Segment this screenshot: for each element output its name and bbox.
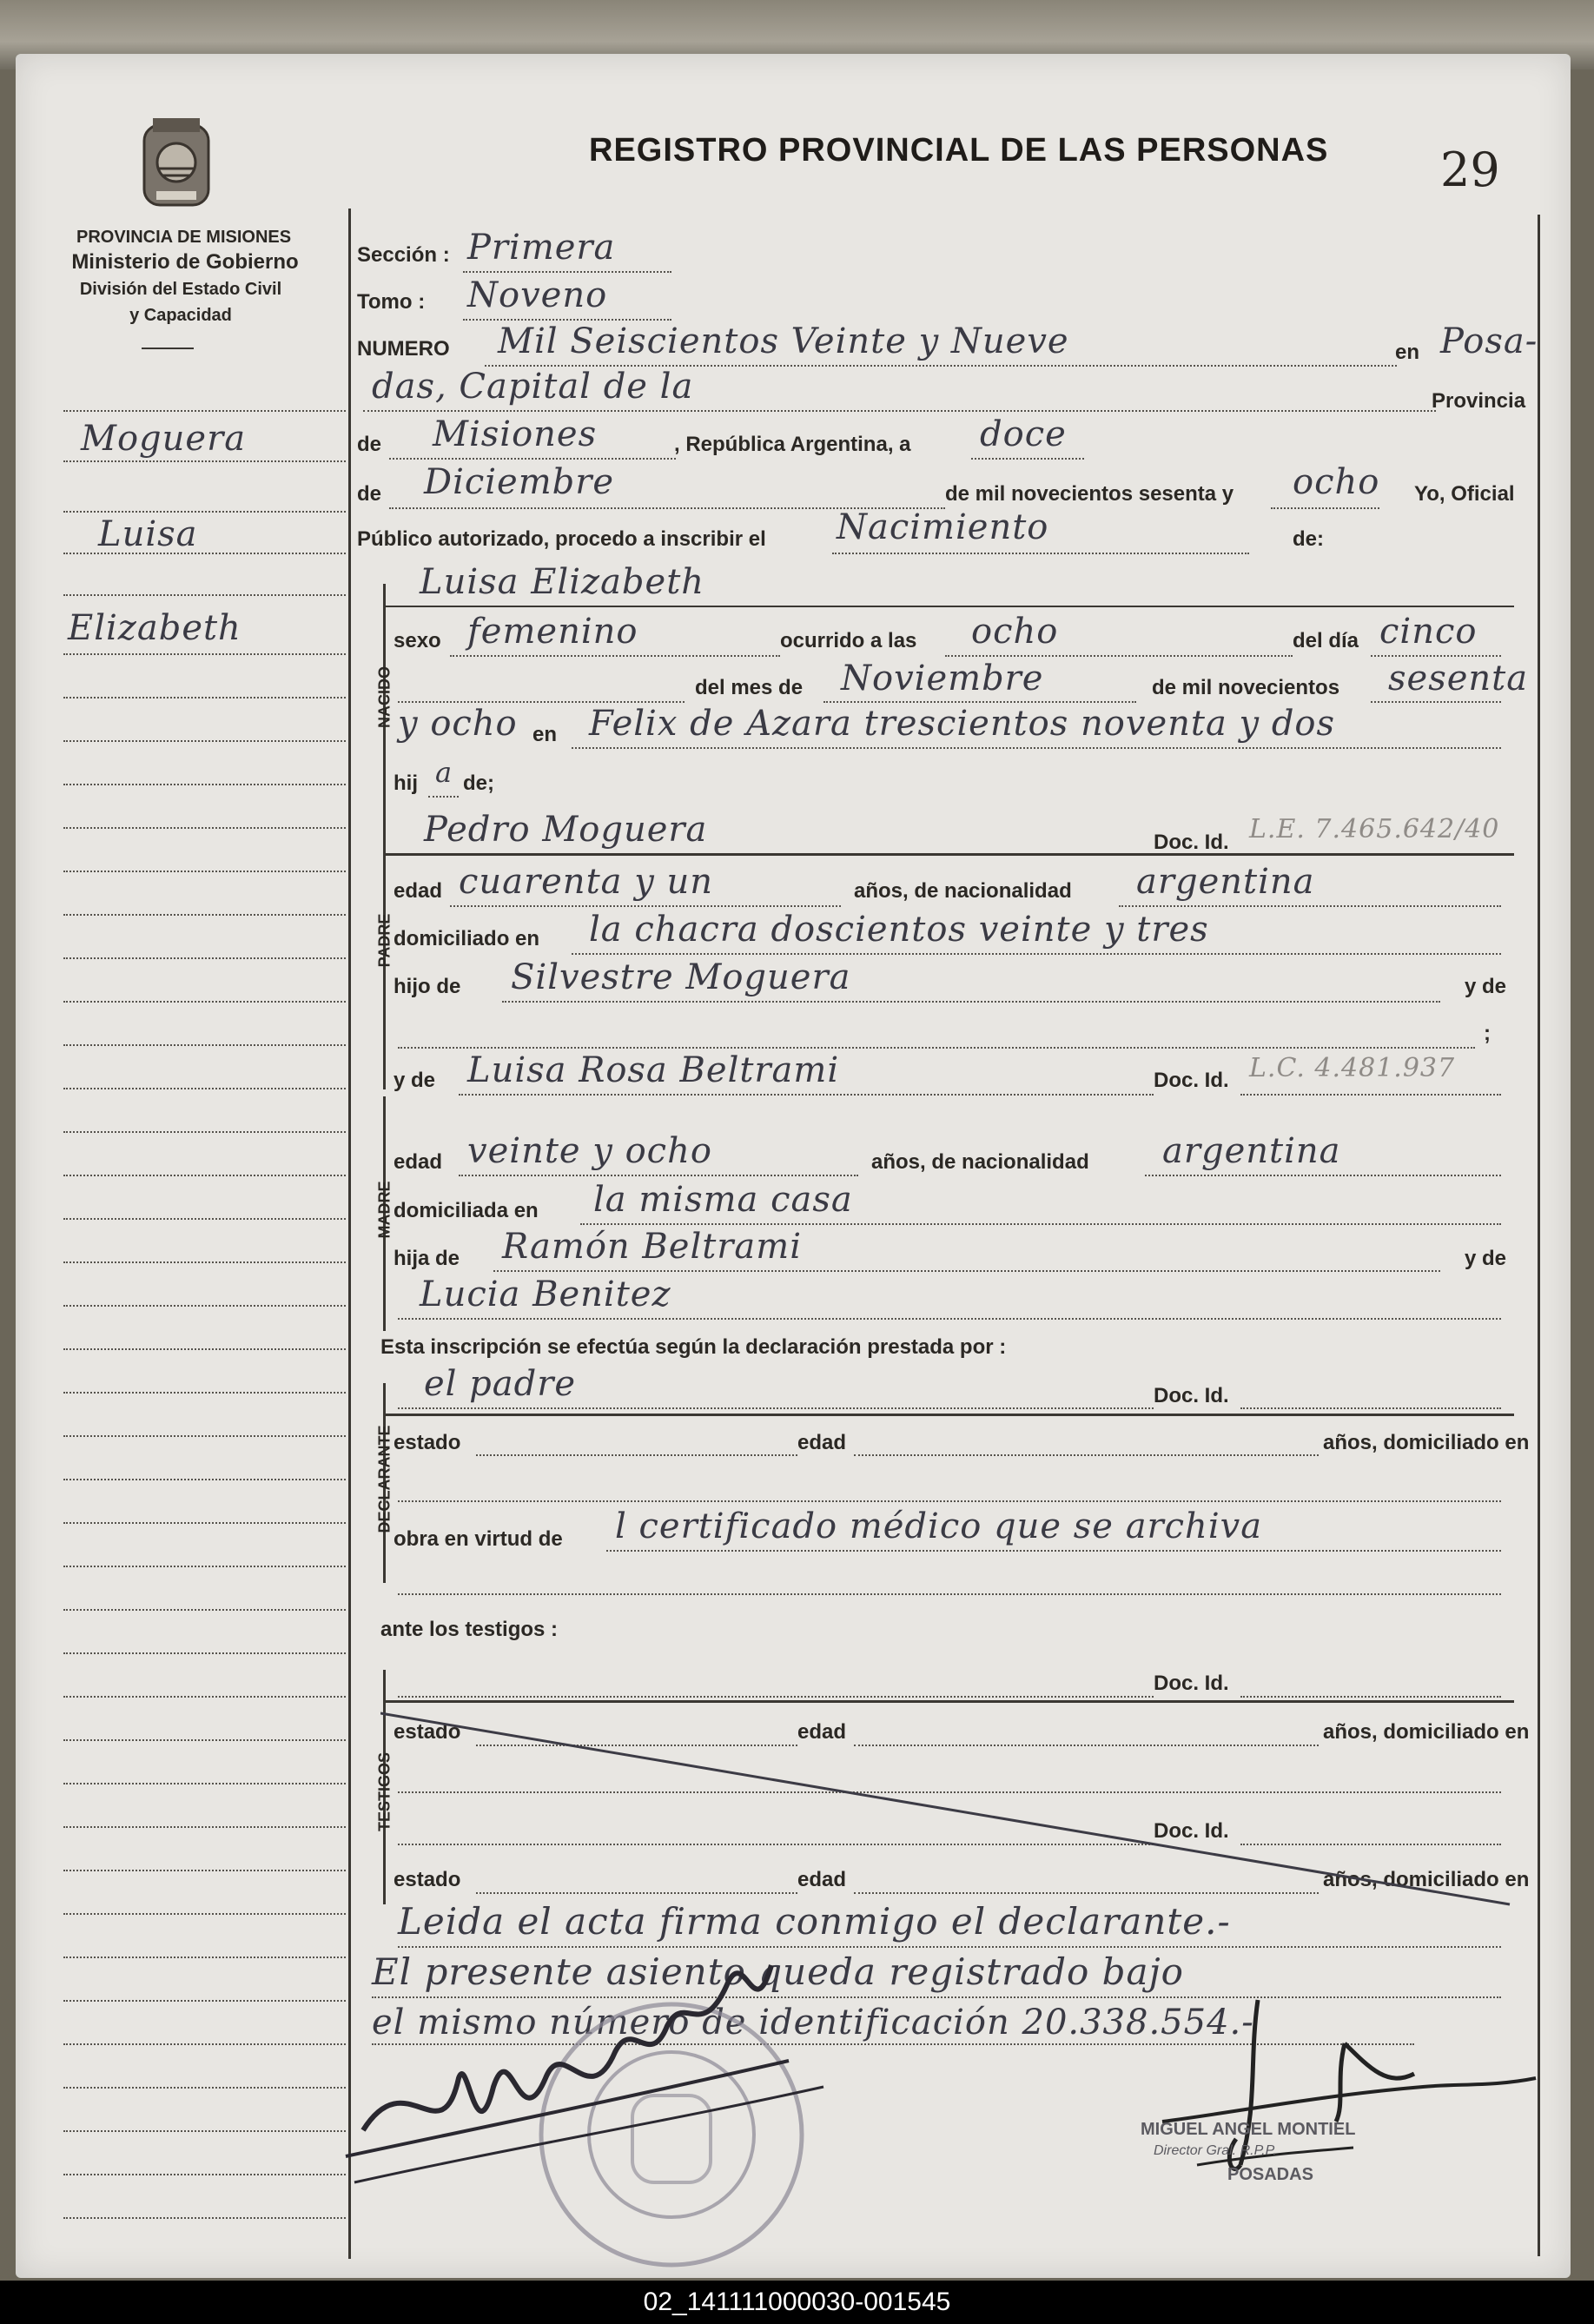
obra-label: obra en virtud de: [394, 1527, 563, 1551]
testigos-side-label: TESTIGOS: [375, 1752, 394, 1832]
page-number: 29: [1440, 142, 1500, 197]
madre-nombre: Luisa Rosa Beltrami: [467, 1050, 840, 1090]
official-city: POSADAS: [1227, 2165, 1313, 2184]
margin-name-1: Luisa: [98, 514, 198, 554]
padre-dom-value: la chacra doscientos veinte y tres: [589, 910, 1209, 950]
margin-surname: Moguera: [81, 419, 247, 459]
padre-edad-label: edad: [394, 879, 443, 903]
division-label-2: y Capacidad: [129, 306, 232, 325]
place-continuation: das, Capital de la: [372, 367, 694, 407]
del-mes-label: del mes de: [695, 676, 804, 699]
sexo-value: femenino: [467, 612, 638, 652]
padre-anos-label: años, de nacionalidad: [854, 879, 1072, 903]
ano-nac-2: y ocho: [398, 704, 518, 744]
padre-edad-value: cuarenta y un: [459, 862, 714, 902]
note-line-3: el mismo número de identificación 20.338.554.-: [372, 2003, 1254, 2043]
seccion-label: Sección :: [357, 243, 450, 267]
hij-de-label: de;: [463, 771, 494, 795]
padre-nac-value: argentina: [1136, 862, 1315, 902]
mes-nac-value: Noviembre: [841, 659, 1044, 699]
madre-y-de-label: y de: [394, 1069, 436, 1092]
margin-name-2: Elizabeth: [68, 608, 241, 648]
note-line-1: Leida el acta firma conmigo el declarante.-: [398, 1900, 1231, 1943]
madre-y-de-label-2: y de: [1465, 1247, 1507, 1270]
seccion-value: Primera: [467, 228, 616, 268]
padre-doc-value: L.E. 7.465.642/40: [1249, 814, 1500, 844]
testigo1-doc-label: Doc. Id.: [1154, 1672, 1229, 1695]
testigo1-estado-label: estado: [394, 1720, 461, 1744]
header-divider: [142, 348, 194, 349]
nacido-side-label: NACIDO: [375, 666, 394, 728]
cancel-strike-line: [380, 1696, 1518, 1913]
official-signature: [1058, 1991, 1544, 2191]
ano-nac-1: sesenta: [1388, 659, 1529, 699]
hora-value: ocho: [971, 612, 1059, 652]
ocurrido-label: ocurrido a las: [780, 629, 917, 652]
de-label-2: de: [357, 482, 382, 506]
en-place: Posa-: [1440, 321, 1538, 361]
main-right-border: [1538, 215, 1540, 2256]
document-title: REGISTRO PROVINCIAL DE LAS PERSONAS: [589, 132, 1329, 169]
numero-label: NUMERO: [357, 337, 450, 361]
madre-anos-label: años, de nacionalidad: [871, 1150, 1089, 1174]
testigo1-edad-label: edad: [797, 1720, 847, 1744]
declarante-estado-label: estado: [394, 1431, 461, 1454]
ano-value: ocho: [1293, 462, 1380, 502]
dia-nac-value: cinco: [1379, 612, 1478, 652]
numero-value: Mil Seiscientos Veinte y Nueve: [498, 321, 1069, 361]
note-line-2: El presente asiento queda registrado bajo: [372, 1950, 1184, 1993]
testigos-label: ante los testigos :: [380, 1618, 559, 1641]
madre-padre-value: Ramón Beltrami: [502, 1227, 802, 1267]
en-label: en: [1395, 341, 1420, 364]
testigo2-doc-label: Doc. Id.: [1154, 1819, 1229, 1843]
padre-doc-label: Doc. Id.: [1154, 831, 1229, 854]
madre-hija-label: hija de: [394, 1247, 460, 1270]
madre-doc-label: Doc. Id.: [1154, 1069, 1229, 1092]
madre-edad-label: edad: [394, 1150, 443, 1174]
padre-padre-value: Silvestre Moguera: [511, 957, 851, 997]
declarante-doc-label: Doc. Id.: [1154, 1384, 1229, 1407]
dia-value: doce: [980, 414, 1067, 454]
obra-value: l certificado médico que se archiva: [615, 1506, 1263, 1546]
de-label: de: [357, 433, 382, 456]
madre-side-label: MADRE: [375, 1181, 394, 1239]
lugar-nac: Felix de Azara trescientos noventa y dos: [589, 704, 1336, 744]
acto-value: Nacimiento: [837, 507, 1049, 547]
division-label: División del Estado Civil: [79, 280, 282, 299]
nacido-nombre: Luisa Elizabeth: [420, 562, 705, 602]
image-id-footer: 02_141111000030-001545: [0, 2281, 1594, 2324]
tomo-value: Noveno: [467, 275, 608, 315]
padre-side-label: PADRE: [375, 913, 394, 968]
yo-oficial-label: Yo, Oficial: [1414, 482, 1515, 506]
madre-madre-value: Lucia Benitez: [420, 1275, 671, 1314]
madre-edad-value: veinte y ocho: [467, 1131, 712, 1171]
provincia-label: Provincia: [1432, 389, 1526, 413]
declarante-value: el padre: [424, 1364, 577, 1404]
padre-nombre: Pedro Moguera: [424, 810, 708, 850]
padre-y-de-label: y de: [1465, 975, 1507, 998]
official-name: MIGUEL ANGEL MONTIEL: [1141, 2120, 1356, 2139]
padre-hijo-label: hijo de: [394, 975, 461, 998]
hij-suffix: a: [435, 756, 453, 789]
testigo1-anos-label: años, domiciliado en: [1323, 1720, 1530, 1744]
tomo-label: Tomo :: [357, 290, 426, 314]
madre-dom-label: domiciliada en: [394, 1199, 539, 1222]
declarante-edad-label: edad: [797, 1431, 847, 1454]
provincia-value: Misiones: [433, 414, 598, 454]
province-label: PROVINCIA DE MISIONES: [76, 228, 292, 247]
testigo2-edad-label: edad: [797, 1868, 847, 1891]
inscripcion-label: Esta inscripción se efectúa según la declaración prestada por :: [380, 1335, 1007, 1359]
padre-dom-label: domiciliado en: [394, 927, 540, 950]
madre-nac-value: argentina: [1162, 1131, 1341, 1171]
de-mil-label: de mil novecientos sesenta y: [945, 482, 1234, 506]
declarante-side-label: DECLARANTE: [375, 1425, 394, 1533]
declarante-anos-label: años, domiciliado en: [1323, 1431, 1530, 1454]
madre-doc-value: L.C. 4.481.937: [1249, 1053, 1456, 1083]
province-emblem-icon: [137, 115, 215, 215]
document-page: [16, 54, 1571, 2278]
hij-label: hij: [394, 771, 418, 795]
padre-semicolon: ;: [1484, 1022, 1491, 1045]
en-lugar-label: en: [532, 723, 558, 746]
ministry-label: Ministerio de Gobierno: [71, 250, 299, 274]
madre-dom-value: la misma casa: [593, 1180, 853, 1220]
official-title: Director Gral. R.P.P.: [1154, 2143, 1277, 2158]
sexo-label: sexo: [394, 629, 441, 652]
de-colon-label: de:: [1293, 527, 1324, 551]
republica-label: , República Argentina, a: [674, 433, 911, 456]
publico-label: Público autorizado, procedo a inscribir el: [357, 527, 766, 551]
declarant-signature: [337, 1930, 876, 2200]
de-mil-nov-label: de mil novecientos: [1152, 676, 1340, 699]
testigo2-anos-label: años, domiciliado en: [1323, 1868, 1530, 1891]
mes-value: Diciembre: [424, 462, 615, 502]
testigo2-estado-label: estado: [394, 1868, 461, 1891]
del-dia-label: del día: [1293, 629, 1359, 652]
